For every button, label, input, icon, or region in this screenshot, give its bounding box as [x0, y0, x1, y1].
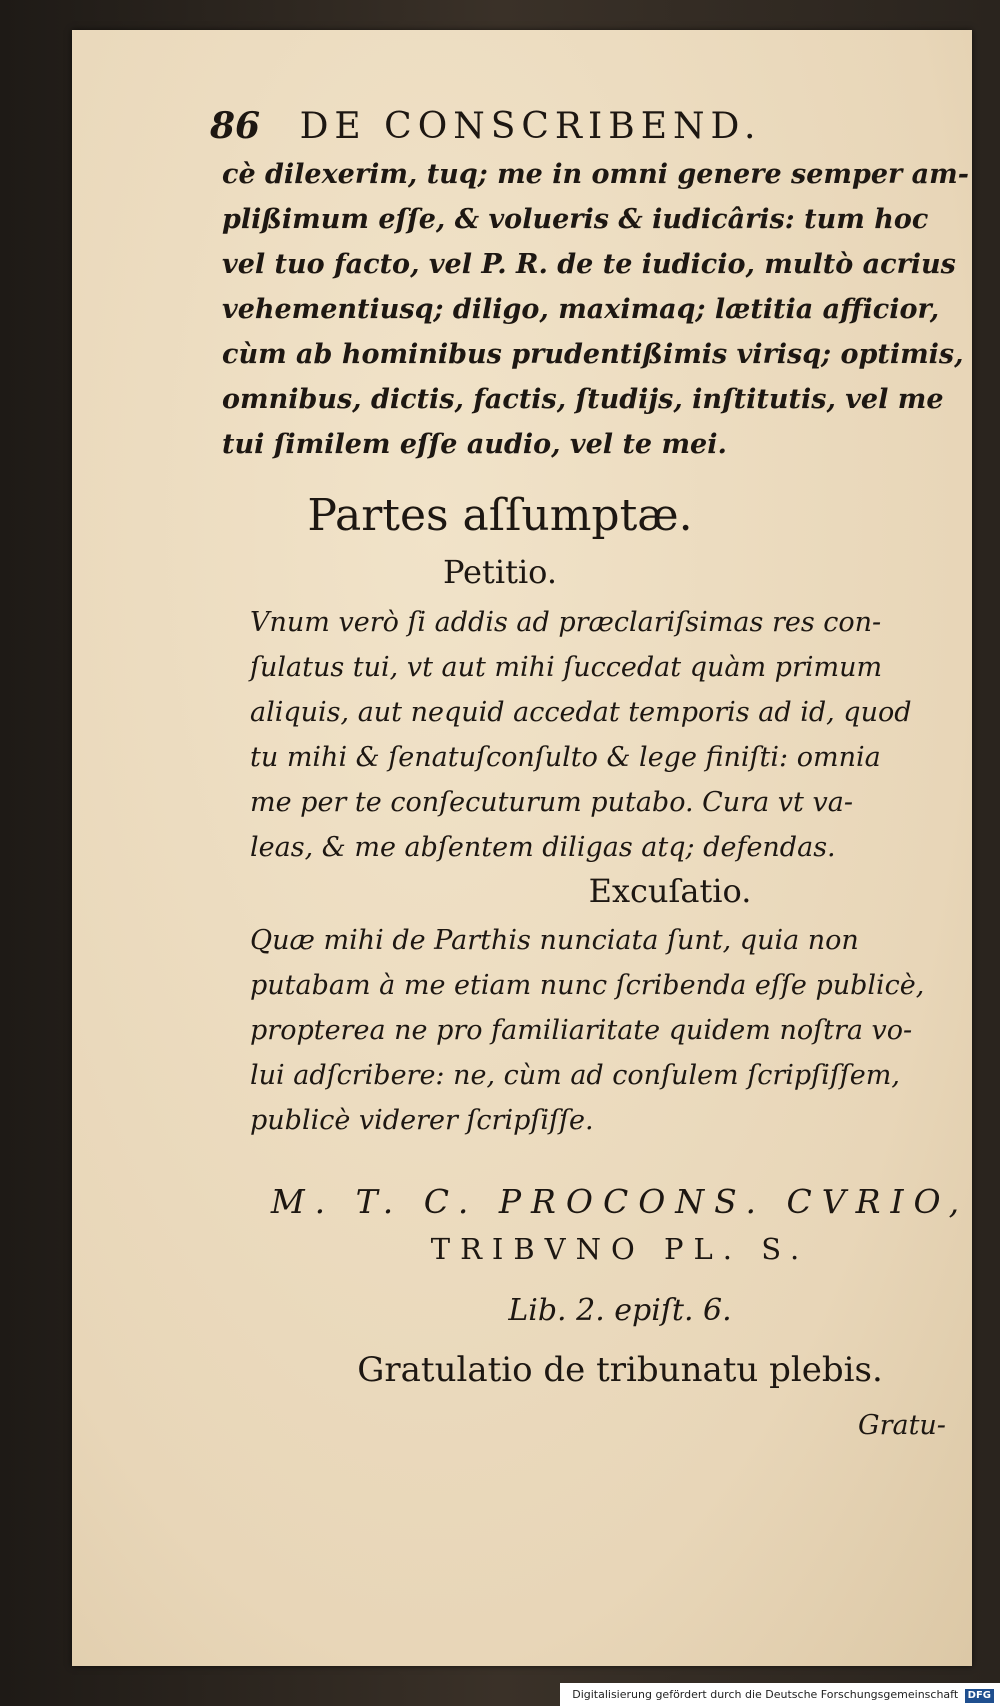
catchword: Gratu-	[858, 1410, 946, 1441]
book-reference: Lib. 2. epiſt. 6.	[508, 1293, 732, 1328]
credit-text: Digitalisierung gefördert durch die Deutsche Forschungsgemeinschaft	[572, 1688, 959, 1701]
text-line: propterea ne pro familiaritate quidem noſtra vo-	[250, 1015, 913, 1046]
text-line: ſulatus tui, vt aut mihi ſuccedat quàm primum	[250, 652, 883, 683]
text-line: vel tuo facto, vel P. R. de te iudicio, multò acrius	[222, 249, 956, 280]
letter-address-line-1: M. T. C. PROCONS. CVRIO,	[270, 1182, 970, 1221]
heading-petitio: Petitio.	[442, 553, 558, 591]
text-line: leas, & me abſentem diligas atq; defendas.	[250, 832, 836, 863]
text-line: me per te conſecuturum putabo. Cura vt va-	[250, 787, 853, 818]
text-line: putabam à me etiam nunc ſcribenda eſſe publicè,	[250, 970, 925, 1001]
dfg-logo: DFG	[965, 1689, 994, 1703]
text-line: lui adſcribere: ne, cùm ad conſulem ſcripſiſſem,	[250, 1060, 900, 1091]
text-line: tui ſimilem eſſe audio, vel te mei.	[222, 429, 727, 460]
paragraph-2	[250, 600, 912, 870]
heading-gratulatio: Gratulatio de tribunatu plebis.	[357, 1350, 883, 1390]
text-line: Quæ mihi de Parthis nunciata ſunt, quia non	[250, 925, 859, 956]
text-line: tu mihi & ſenatuſconſulto & lege finiſti: omnia	[250, 742, 881, 773]
paragraph-3	[250, 918, 925, 1143]
text-line: publicè viderer ſcripſiſſe.	[250, 1105, 594, 1136]
running-title: DE CONSCRIBEND.	[299, 106, 762, 147]
text-line: vehementiusq; diligo, maximaq; lætitia afficior,	[222, 294, 940, 325]
heading-excusatio: Excuſatio.	[588, 872, 752, 910]
text-line: Vnum verò ſi addis ad præclariſsimas res con-	[250, 607, 882, 638]
text-line: cùm ab hominibus prudentißimis virisq; optimis,	[222, 339, 964, 370]
letter-address-line-2: TRIBVNO PL. S.	[430, 1232, 810, 1266]
paragraph-1	[222, 152, 969, 467]
folio-number: 86	[210, 105, 261, 147]
text-line: cè dilexerim, tuq; me in omni genere semper am-	[222, 159, 969, 190]
heading-partes-assumptae: Partes aſſumptæ.	[307, 490, 693, 541]
running-head	[210, 105, 910, 147]
text-line: omnibus, dictis, factis, ſtudijs, inſtitutis, vel me	[222, 384, 944, 415]
text-line: aliquis, aut nequid accedat temporis ad id, quod	[250, 697, 912, 728]
digitization-credit	[560, 1683, 1000, 1706]
text-line: plißimum eſſe, & volueris & iudicâris: tum hoc	[222, 204, 929, 235]
